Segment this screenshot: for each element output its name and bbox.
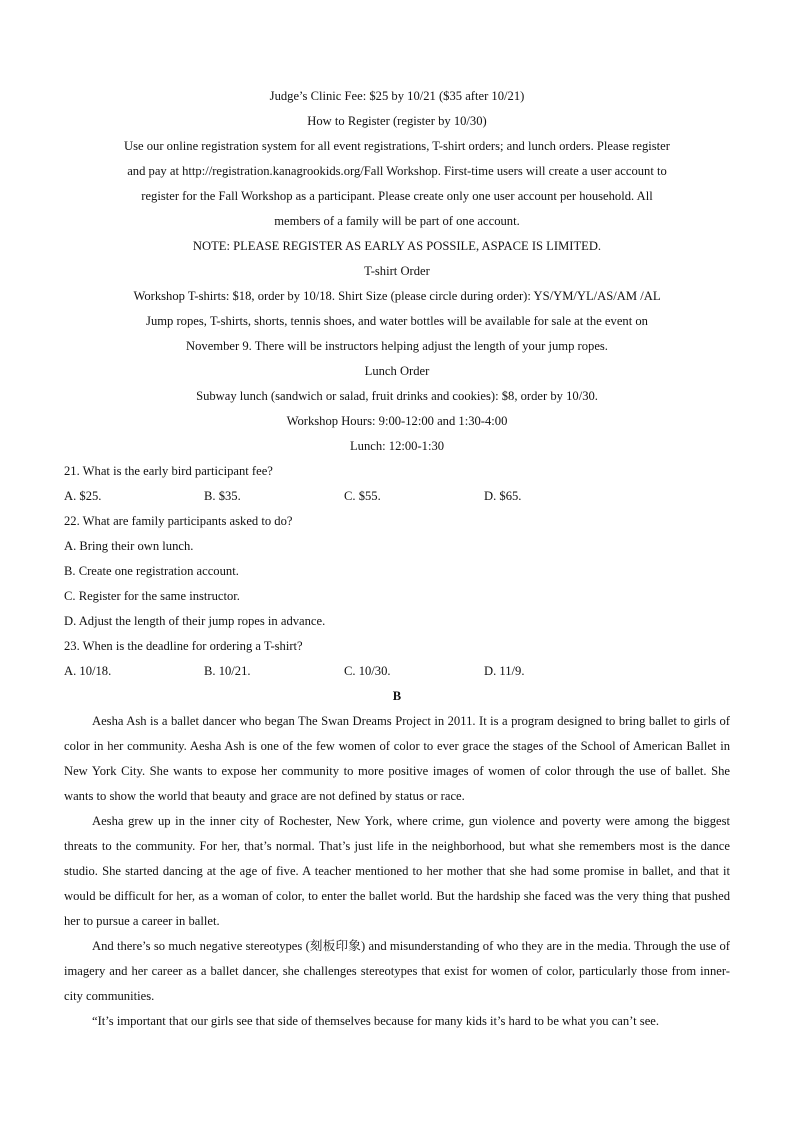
option-c: C. 10/30. <box>344 664 391 678</box>
notice-line: Subway lunch (sandwich or salad, fruit drinks and cookies): $8, order by 10/30. <box>196 389 598 403</box>
option-c: C. $55. <box>344 489 381 503</box>
notice-line: and pay at http://registration.kanagrookids.org/Fall Workshop. First-time users will create a user account to <box>127 164 667 178</box>
question-stem: 21. What is the early bird participant fee? <box>64 464 273 478</box>
option-b: B. 10/21. <box>204 664 251 678</box>
notice-line: Judge’s Clinic Fee: $25 by 10/21 ($35 after 10/21) <box>269 89 525 103</box>
option-c: C. Register for the same instructor. <box>64 589 240 603</box>
option-a: A. $25. <box>64 489 102 503</box>
passage-b <box>64 709 730 1034</box>
notice-line: members of a family will be part of one account. <box>274 214 520 228</box>
option-d: D. $65. <box>484 489 522 503</box>
notice-line: Use our online registration system for all event registrations, T-shirt orders; and lunch orders. Please register <box>124 139 670 153</box>
option-a: A. Bring their own lunch. <box>64 539 194 553</box>
question-22 <box>64 509 730 634</box>
notice-line: T-shirt Order <box>364 264 430 278</box>
question-stem: 22. What are family participants asked to do? <box>64 514 293 528</box>
notice-line: Lunch: 12:00-1:30 <box>349 439 445 453</box>
notice-line: register for the Fall Workshop as a participant. Please create only one user account per household. All <box>141 189 653 203</box>
notice-block <box>64 84 730 459</box>
notice-line: Jump ropes, T-shirts, shorts, tennis shoes, and water bottles will be available for sale at the event on <box>146 314 648 328</box>
notice-line: Lunch Order <box>364 364 430 378</box>
option-a: A. 10/18. <box>64 664 112 678</box>
option-d: D. 11/9. <box>484 664 525 678</box>
question-21 <box>64 459 730 509</box>
question-23 <box>64 634 730 684</box>
passage-paragraph: “It’s important that our girls see that side of themselves because for many kids it’s hard to be what you can’t see. <box>92 1014 660 1028</box>
question-options <box>64 659 730 684</box>
option-b: B. $35. <box>204 489 241 503</box>
notice-line: How to Register (register by 10/30) <box>307 114 487 128</box>
notice-line: Workshop Hours: 9:00-12:00 and 1:30-4:00 <box>286 414 508 428</box>
option-d: D. Adjust the length of their jump ropes in advance. <box>64 614 326 628</box>
section-heading: B <box>392 689 402 703</box>
question-options <box>64 484 730 509</box>
passage-paragraph: Aesha grew up in the inner city of Rochester, New York, where crime, gun violence and poverty were among the biggest threats to the community. For her, that’s normal. That’s just life in the neighborhood, but what she remembers most is the dance studio. She started dancing at the age of five. A teacher mentioned to her mother that she had some promise in ballet, and that it would be difficult for her, as a woman of color, to enter the ballet world. But the hardship she faced was the very thing that pushed her to pursue a career in ballet. <box>64 814 730 928</box>
question-stem: 23. When is the deadline for ordering a T-shirt? <box>64 639 303 653</box>
document-page <box>64 84 730 1034</box>
notice-line: Workshop T-shirts: $18, order by 10/18. Shirt Size (please circle during order): YS/YM/YL/AS/AM /AL <box>133 289 661 303</box>
option-b: B. Create one registration account. <box>64 564 239 578</box>
passage-paragraph: Aesha Ash is a ballet dancer who began The Swan Dreams Project in 2011. It is a program designed to bring ballet to girls of color in her community. Aesha Ash is one of the few women of color to ever grace the stages of the School of American Ballet in New York City. She wants to expose her community to more positive images of women of color through the use of ballet. She wants to show the world that beauty and grace are not defined by status or race. <box>64 714 730 803</box>
passage-paragraph: And there’s so much negative stereotypes (刻板印象) and misunderstanding of who they are in the media. Through the use of imagery and her career as a ballet dancer, she challenges stereotypes that exist for women of color, particularly those from inner-city communities. <box>64 939 730 1003</box>
notice-line: NOTE: PLEASE REGISTER AS EARLY AS POSSILE, ASPACE IS LIMITED. <box>192 239 602 253</box>
notice-line: November 9. There will be instructors helping adjust the length of your jump ropes. <box>186 339 608 353</box>
